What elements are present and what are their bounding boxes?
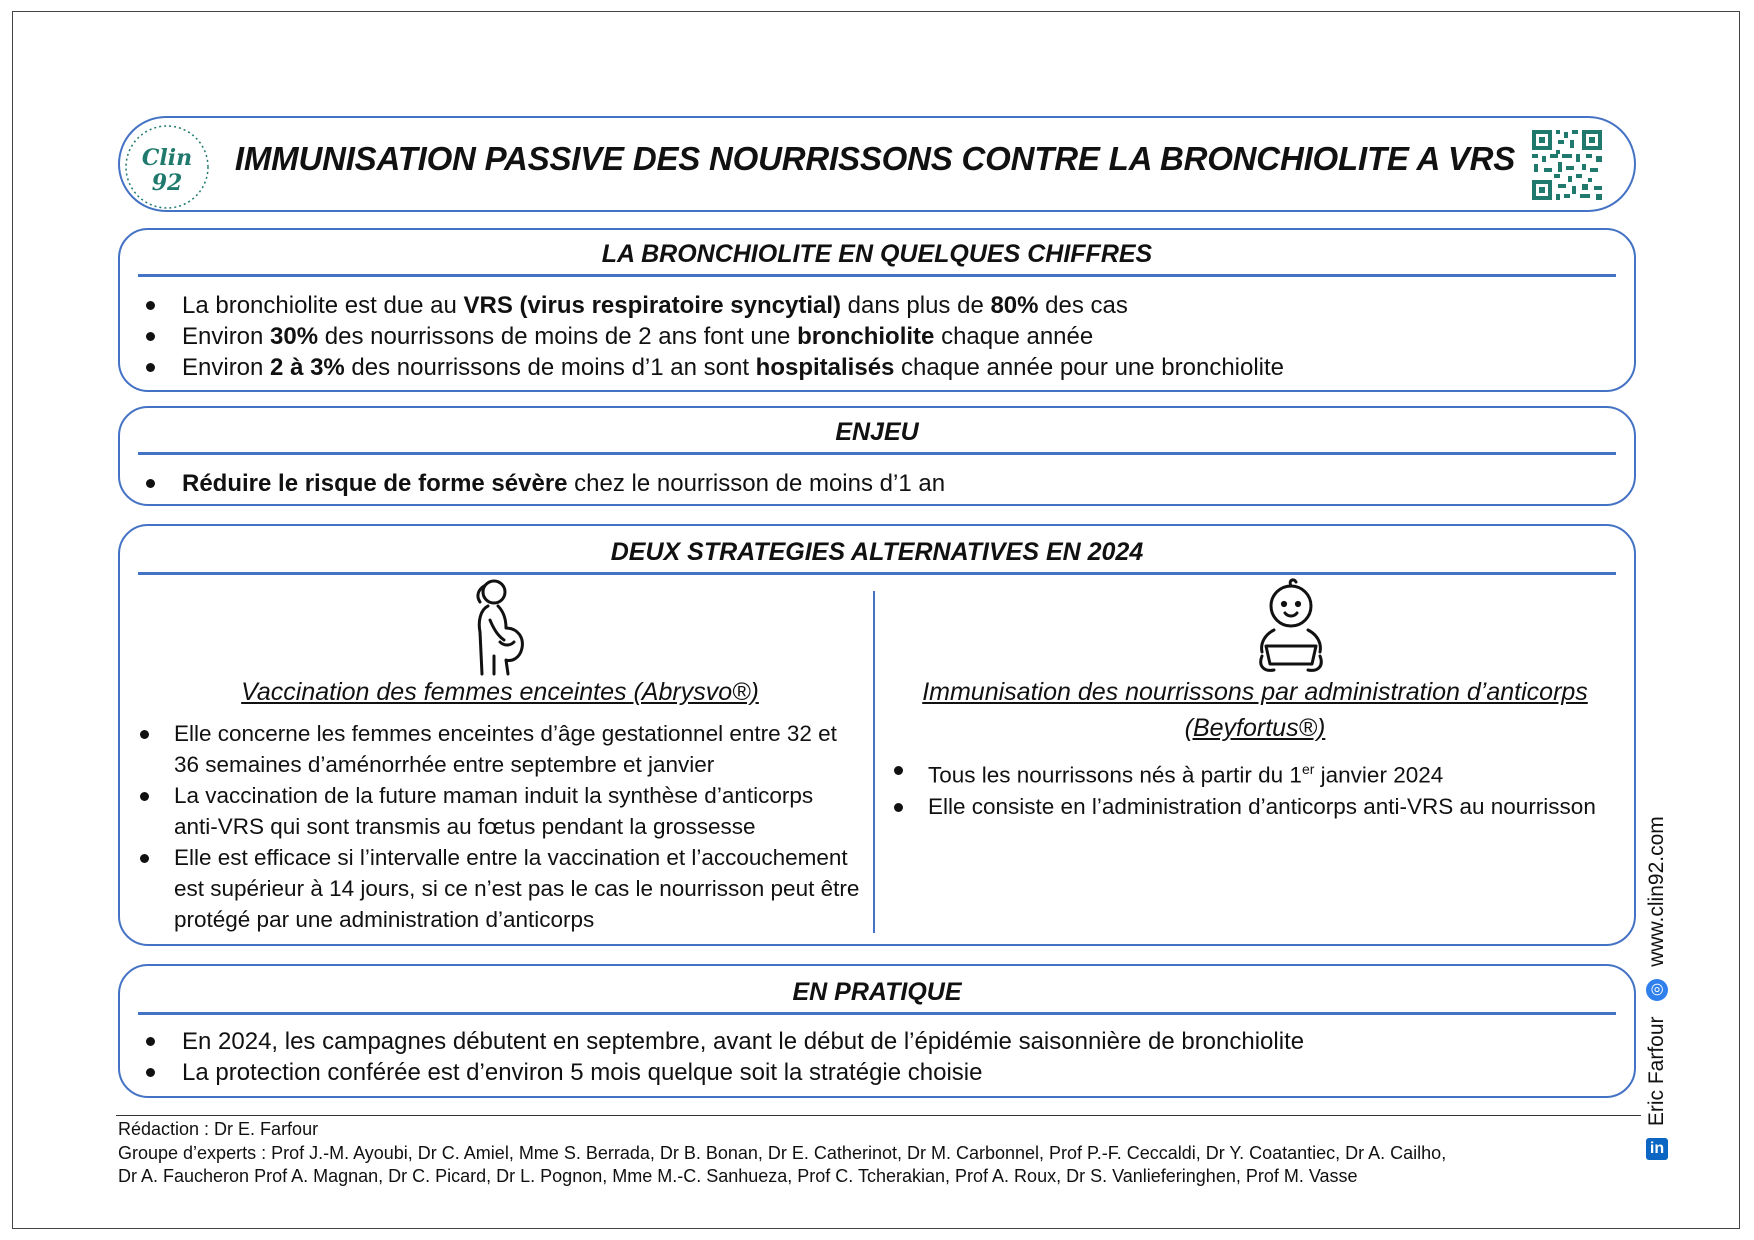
- enjeu-title: ENJEU: [835, 418, 919, 446]
- linkedin-icon[interactable]: in: [1646, 1138, 1668, 1160]
- baby-icon: [1250, 576, 1332, 676]
- chiffres-title: LA BRONCHIOLITE EN QUELQUES CHIFFRES: [601, 240, 1153, 268]
- strategy-left-title: Vaccination des femmes enceintes (Abrysvo®): [241, 678, 759, 706]
- enjeu-rule: [138, 452, 1616, 455]
- list-item: Elle concerne les femmes enceintes d’âge gestationnel entre 32 et 36 semaines d’aménorrhée entre septembre et janvier: [136, 718, 862, 780]
- side-credits: [1645, 816, 1669, 1160]
- pratique-section: [118, 964, 1636, 1098]
- enjeu-section: [118, 406, 1636, 506]
- footer-rule: [116, 1115, 1641, 1116]
- strategy-left-list: [136, 718, 862, 935]
- author-name: Eric Farfour: [1645, 1016, 1669, 1127]
- pratique-list: [142, 1026, 1602, 1088]
- logo-text-92: 92: [151, 170, 183, 196]
- list-item: Tous les nourrissons nés à partir du 1er janvier 2024: [890, 754, 1620, 791]
- chiffres-rule: [138, 274, 1616, 277]
- website-link[interactable]: www.clin92.com: [1645, 816, 1669, 967]
- pratique-rule: [138, 1012, 1616, 1015]
- footer-experts-1: Groupe d’experts : Prof J.-M. Ayoubi, Dr C. Amiel, Mme S. Berrada, Dr B. Bonan, Dr E. Catherinot, Dr M. Carbonnel, Prof P.-F. Ceccaldi, Dr Y. Coatantiec, Dr A. Cailho,: [118, 1142, 1447, 1163]
- list-item: La bronchiolite est due au VRS (virus respiratoire syncytial) dans plus de 80% des cas: [142, 290, 1602, 321]
- list-item: Elle consiste en l’administration d’anticorps anti-VRS au nourrisson: [890, 791, 1620, 822]
- list-item: Environ 2 à 3% des nourrissons de moins d’1 an sont hospitalisés chaque année pour une bronchiolite: [142, 352, 1602, 383]
- footer: [118, 1118, 1446, 1189]
- globe-icon[interactable]: ◎: [1646, 979, 1668, 1001]
- strategy-right-list: [890, 754, 1620, 822]
- footer-redaction: Rédaction : Dr E. Farfour: [118, 1119, 319, 1139]
- list-item: La vaccination de la future maman induit la synthèse d’anticorps anti-VRS qui sont transmis au fœtus pendant la grossesse: [136, 780, 862, 842]
- enjeu-list: [142, 468, 1602, 499]
- chiffres-section: [118, 228, 1636, 392]
- list-item: Elle est efficace si l’intervalle entre la vaccination et l’accouchement est supérieur à 14 jours, si ce n’est pas le cas le nourrisson peut être protégé par une administration d’anticorps: [136, 842, 862, 935]
- pratique-title: EN PRATIQUE: [792, 978, 962, 1006]
- clin92-logo: [120, 122, 214, 212]
- pregnant-woman-icon: [460, 576, 550, 676]
- footer-experts-2: Dr A. Faucheron Prof A. Magnan, Dr C. Picard, Dr L. Pognon, Mme M.-C. Sanhueza, Prof C. Tcherakian, Prof A. Roux, Dr S. Vanlieferinghen, Prof M. Vasse: [118, 1166, 1358, 1186]
- list-item: En 2024, les campagnes débutent en septembre, avant le début de l’épidémie saisonnière de bronchiolite: [142, 1026, 1602, 1057]
- strategies-title: DEUX STRATEGIES ALTERNATIVES EN 2024: [610, 538, 1144, 566]
- column-divider: [873, 591, 875, 933]
- list-item: Réduire le risque de forme sévère chez le nourrisson de moins d’1 an: [142, 468, 1602, 499]
- list-item: La protection conférée est d’environ 5 mois quelque soit la stratégie choisie: [142, 1057, 1602, 1088]
- strategies-section: [118, 524, 1636, 946]
- page-title: IMMUNISATION PASSIVE DES NOURRISSONS CONTRE LA BRONCHIOLITE A VRS: [234, 140, 1516, 177]
- strategies-rule: [138, 572, 1616, 575]
- logo-text-clin: Clin: [141, 145, 193, 171]
- strategy-right-title: Immunisation des nourrissons par administration d’anticorps (Beyfortus®): [922, 678, 1588, 742]
- qr-code-icon[interactable]: [1530, 128, 1604, 202]
- list-item: Environ 30% des nourrissons de moins de 2 ans font une bronchiolite chaque année: [142, 321, 1602, 352]
- chiffres-list: [142, 290, 1602, 383]
